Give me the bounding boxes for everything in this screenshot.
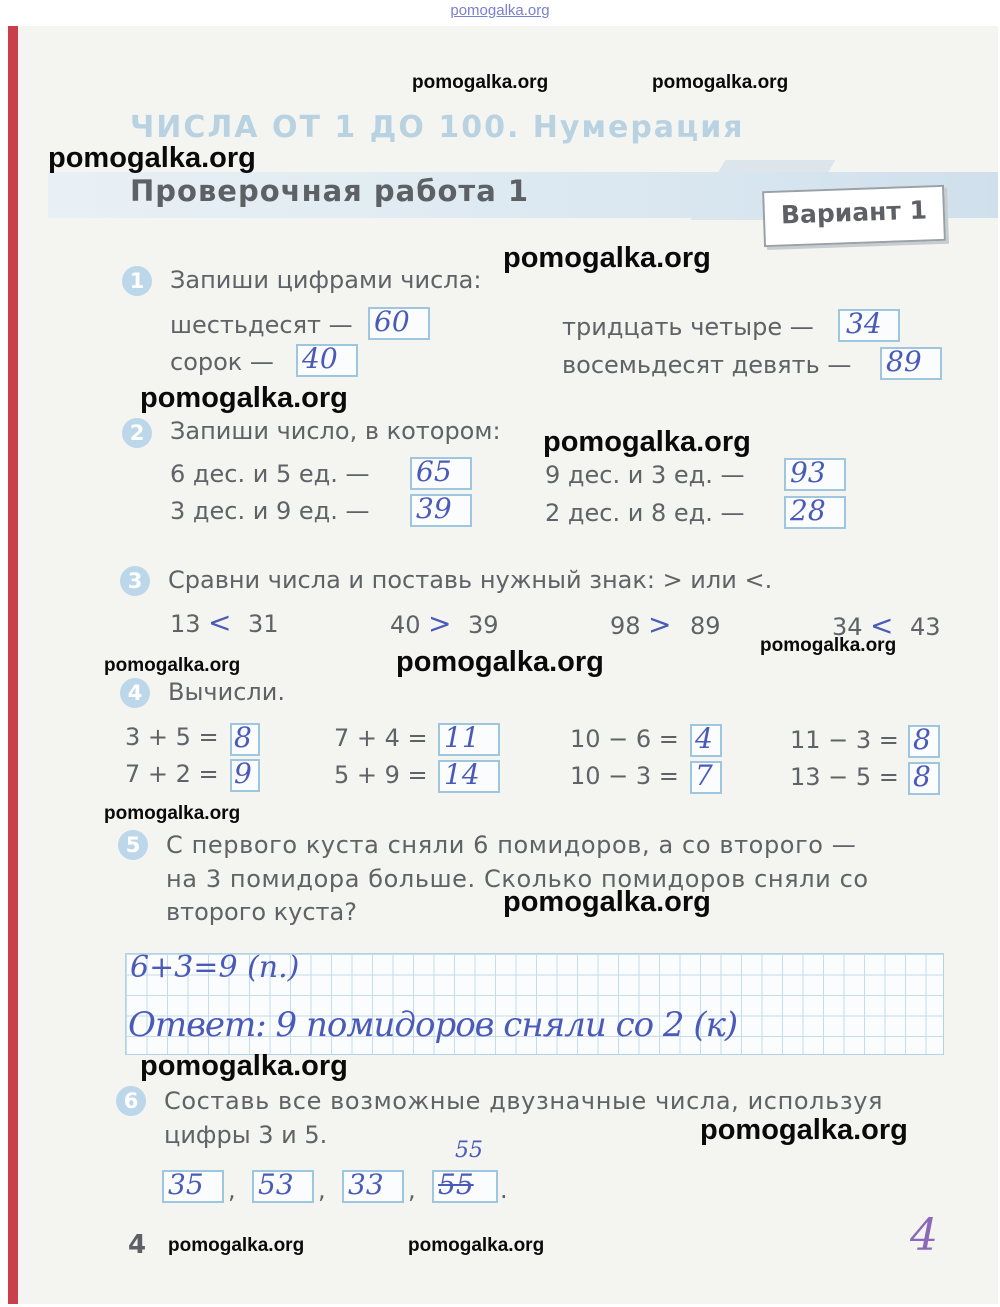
task6-line-1: цифры 3 и 5.: [164, 1121, 328, 1149]
task6-answer-3: 55: [438, 1168, 474, 1201]
task2-answer-3: 28: [790, 494, 826, 527]
task2-answer-1: 39: [416, 492, 452, 525]
variant-label: Вариант 1: [780, 195, 928, 230]
task4-answer-0: 8: [234, 721, 252, 754]
task1-answer-0: 60: [374, 305, 410, 338]
task3-left-0: 13: [170, 610, 201, 638]
task1-label-1: сорок —: [170, 348, 274, 376]
task3-sign-0[interactable]: <: [208, 606, 232, 639]
task-number-2: 2: [122, 418, 152, 448]
task4-expr-2: 7 + 4 =: [334, 724, 428, 752]
watermark-8[interactable]: pomogalka.org: [396, 646, 604, 678]
task1-label-0: шестьдесят —: [170, 311, 353, 339]
task2-label-0: 6 дес. и 5 ед. —: [170, 460, 370, 488]
task5-line-0: С первого куста сняли 6 помидоров, а со второго —: [166, 831, 857, 859]
task3-sign-3[interactable]: <: [870, 609, 894, 642]
task3-left-3: 34: [832, 613, 863, 641]
comma-2: ,: [408, 1176, 416, 1204]
task2-label-1: 3 дес. и 9 ед. —: [170, 497, 370, 525]
watermark-14[interactable]: pomogalka.org: [168, 1235, 305, 1256]
task6-answer-0: 35: [168, 1168, 204, 1201]
task1-answer-1: 40: [302, 342, 338, 375]
watermark-5[interactable]: pomogalka.org: [140, 382, 348, 414]
comma-0: ,: [228, 1176, 236, 1204]
task2-answer-2: 93: [790, 456, 826, 489]
task-number-1: 1: [122, 266, 152, 296]
task4-expr-4: 10 − 6 =: [570, 725, 679, 753]
task4-answer-2: 11: [444, 721, 480, 754]
task4-prompt: Вычисли.: [168, 678, 285, 706]
task-number-5: 5: [118, 830, 148, 860]
task6-answer-2: 33: [348, 1168, 384, 1201]
task4-expr-7: 13 − 5 =: [790, 763, 899, 791]
task-number-6: 6: [116, 1086, 146, 1116]
watermark-7[interactable]: pomogalka.org: [104, 655, 241, 676]
watermark-12[interactable]: pomogalka.org: [140, 1050, 348, 1082]
watermark-1[interactable]: pomogalka.org: [412, 72, 549, 93]
task6-line-0: Составь все возможные двузначные числа, используя: [164, 1087, 884, 1115]
task4-answer-7: 8: [913, 760, 931, 793]
task1-answer-3: 89: [886, 345, 922, 378]
section-heading: ЧИСЛА ОТ 1 ДО 100. Нумерация: [130, 110, 745, 145]
task1-label-2: тридцать четыре —: [562, 313, 814, 341]
watermark-10[interactable]: pomogalka.org: [104, 803, 241, 824]
task2-label-3: 2 дес. и 8 ед. —: [545, 499, 745, 527]
task3-right-0: 31: [248, 610, 279, 638]
task5-answer: Ответ: 9 помидоров сняли со 2 (к): [128, 1005, 738, 1045]
watermark-2[interactable]: pomogalka.org: [652, 72, 789, 93]
task1-answer-2: 34: [846, 307, 882, 340]
watermark-9[interactable]: pomogalka.org: [760, 635, 897, 656]
watermark-4[interactable]: pomogalka.org: [503, 242, 711, 274]
task3-right-2: 89: [690, 612, 721, 640]
task5-solution: 6+3=9 (п.): [130, 950, 300, 985]
handwritten-page-number: 4: [910, 1210, 938, 1261]
task4-expr-6: 11 − 3 =: [790, 726, 899, 754]
task4-answer-5: 7: [695, 759, 713, 792]
comma-1: ,: [318, 1176, 326, 1204]
task4-answer-1: 9: [234, 757, 252, 790]
task4-expr-0: 3 + 5 =: [125, 723, 219, 751]
task2-label-2: 9 дес. и 3 ед. —: [545, 461, 745, 489]
task4-expr-1: 7 + 2 =: [125, 760, 219, 788]
watermark-15[interactable]: pomogalka.org: [408, 1235, 545, 1256]
task3-right-3: 43: [910, 613, 941, 641]
task1-label-3: восемьдесят девять —: [562, 351, 852, 379]
watermark-11[interactable]: pomogalka.org: [503, 886, 711, 918]
task5-line-2: второго куста?: [166, 898, 357, 926]
task-number-3: 3: [120, 566, 150, 596]
variant-badge: [762, 185, 946, 247]
task3-left-1: 40: [390, 611, 421, 639]
task6-correction: 55: [455, 1138, 483, 1163]
task3-prompt: Сравни числа и поставь нужный знак: > или <.: [168, 566, 773, 594]
top-watermark[interactable]: pomogalka.org: [450, 2, 550, 19]
task-number-4: 4: [120, 678, 150, 708]
task1-prompt: Запиши цифрами числа:: [170, 266, 482, 294]
task6-answer-1: 53: [258, 1168, 294, 1201]
task4-expr-3: 5 + 9 =: [334, 761, 428, 789]
watermark-13[interactable]: pomogalka.org: [700, 1114, 908, 1146]
task3-left-2: 98: [610, 612, 641, 640]
watermark-6[interactable]: pomogalka.org: [543, 426, 751, 458]
task2-prompt: Запиши число, в котором:: [170, 417, 501, 445]
page-title: Проверочная работа 1: [130, 174, 530, 208]
watermark-3[interactable]: pomogalka.org: [48, 142, 256, 174]
task4-answer-3: 14: [444, 758, 480, 791]
task4-expr-5: 10 − 3 =: [570, 762, 679, 790]
task4-answer-4: 4: [695, 722, 713, 755]
period: .: [500, 1176, 508, 1204]
page-number: 4: [128, 1230, 147, 1260]
task3-right-1: 39: [468, 611, 499, 639]
task4-answer-6: 8: [913, 723, 931, 756]
task5-line-1: на 3 помидора больше. Сколько помидоров сняли со: [166, 865, 869, 893]
task3-sign-1[interactable]: >: [428, 607, 452, 640]
task2-answer-0: 65: [416, 455, 452, 488]
task3-sign-2[interactable]: >: [648, 608, 672, 641]
